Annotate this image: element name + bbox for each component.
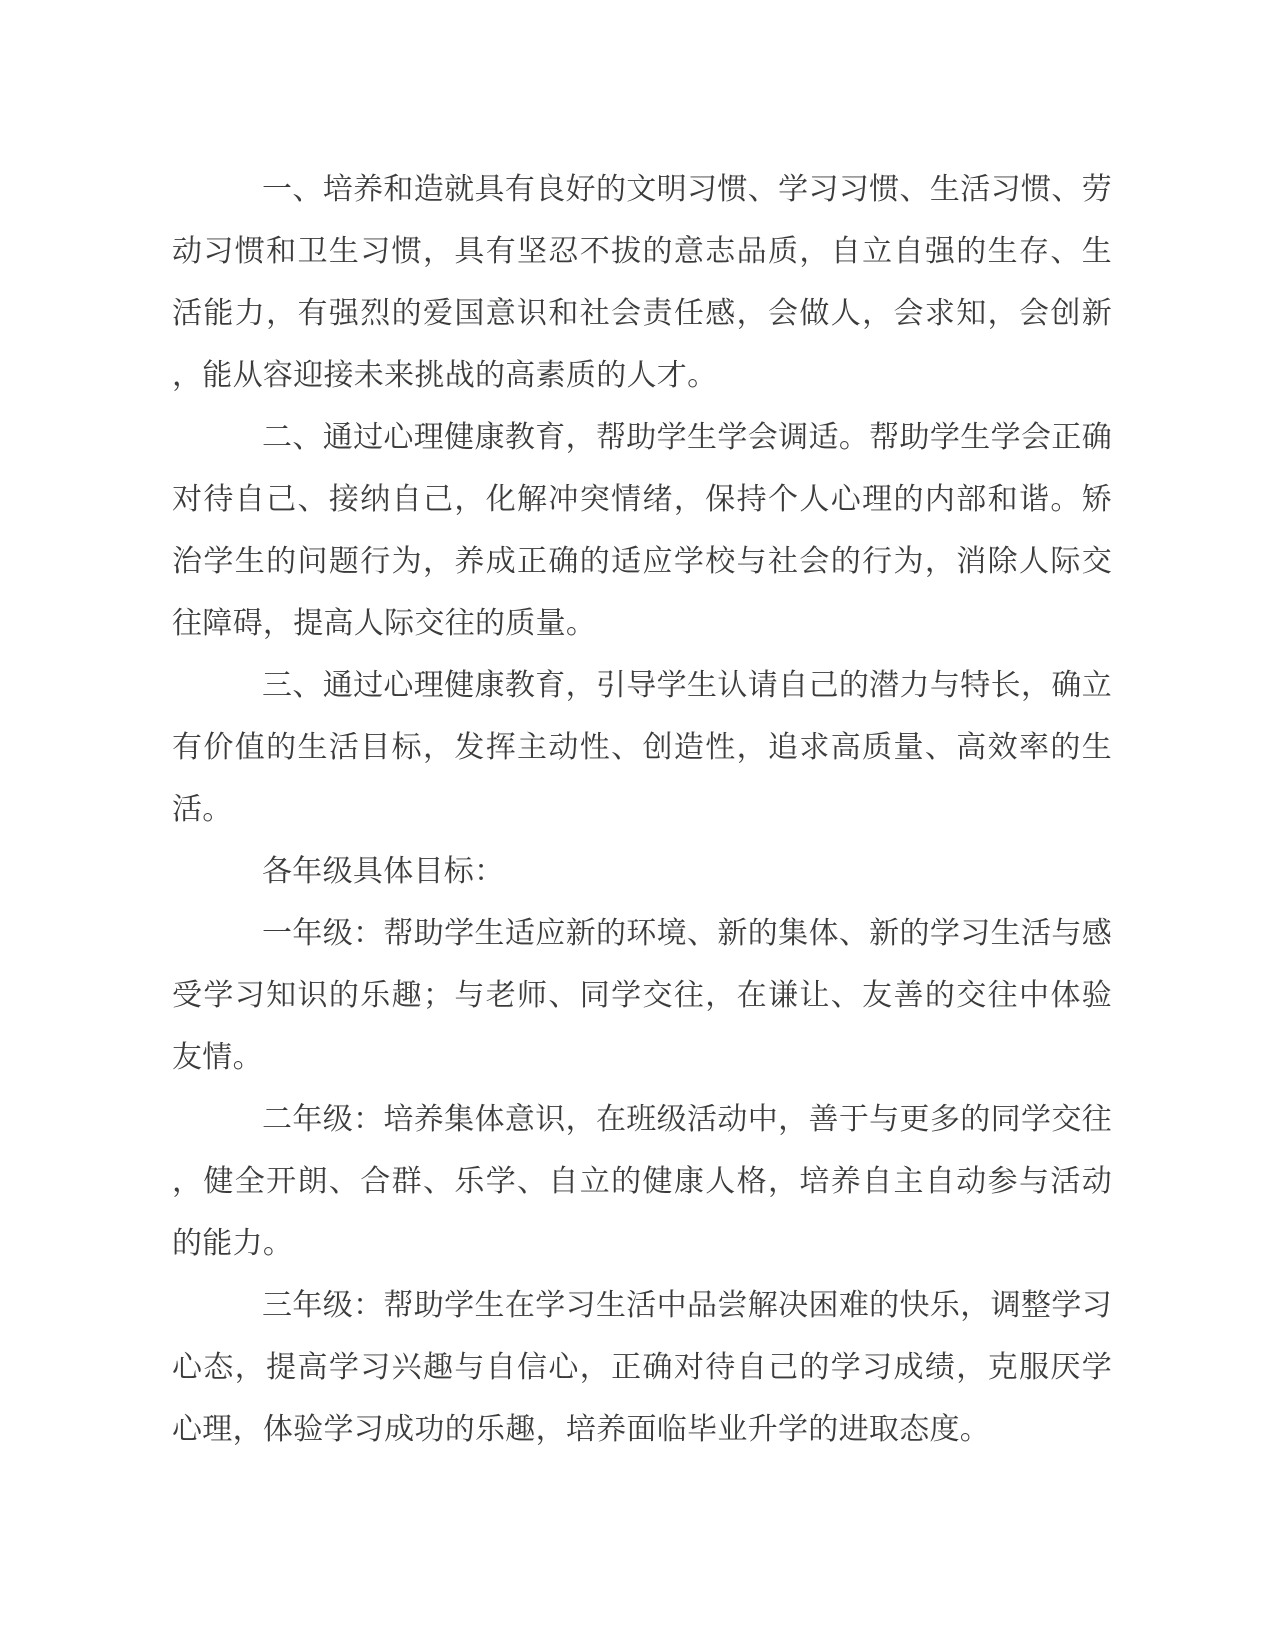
- text-line: 友情。: [172, 1041, 263, 1074]
- paragraph: [172, 903, 1112, 1089]
- text-line: 一年级：帮助学生适应新的环境、新的集体、新的学习生活与感: [262, 917, 1112, 950]
- text-line: 心理，体验学习成功的乐趣，培养面临毕业升学的进取态度。: [172, 1413, 991, 1446]
- text-line: 动习惯和卫生习惯，具有坚忍不拔的意志品质，自立自强的生存、生: [172, 235, 1112, 268]
- paragraph: [172, 407, 1112, 655]
- text-line: 一、培养和造就具有良好的文明习惯、学习习惯、生活习惯、劳: [262, 173, 1112, 206]
- text-line: 各年级具体目标：: [262, 855, 505, 888]
- text-line: 往障碍，提高人际交往的质量。: [172, 607, 597, 640]
- text-line: 受学习知识的乐趣；与老师、同学交往，在谦让、友善的交往中体验: [172, 979, 1112, 1012]
- paragraph: [172, 841, 1112, 903]
- text-line: ，能从容迎接未来挑战的高素质的人才。: [172, 359, 718, 392]
- text-line: 的能力。: [172, 1227, 294, 1260]
- paragraph: [172, 1275, 1112, 1461]
- text-line: 有价值的生活目标，发挥主动性、创造性，追求高质量、高效率的生: [172, 731, 1112, 764]
- document-body: [172, 159, 1112, 1461]
- paragraph: [172, 1089, 1112, 1275]
- paragraph: [172, 159, 1112, 407]
- text-line: 二年级：培养集体意识，在班级活动中，善于与更多的同学交往: [262, 1103, 1112, 1136]
- text-line: 二、通过心理健康教育，帮助学生学会调适。帮助学生学会正确: [262, 421, 1112, 454]
- text-line: 对待自己、接纳自己，化解冲突情绪，保持个人心理的内部和谐。矫: [172, 483, 1112, 516]
- text-line: ，健全开朗、合群、乐学、自立的健康人格，培养自主自动参与活动: [172, 1165, 1112, 1198]
- text-line: 活。: [172, 793, 233, 826]
- text-line: 三年级：帮助学生在学习生活中品尝解决困难的快乐，调整学习: [262, 1289, 1112, 1322]
- text-line: 三、通过心理健康教育，引导学生认请自己的潜力与特长，确立: [262, 669, 1112, 702]
- text-line: 治学生的问题行为，养成正确的适应学校与社会的行为，消除人际交: [172, 545, 1112, 578]
- text-line: 活能力，有强烈的爱国意识和社会责任感，会做人，会求知，会创新: [172, 297, 1112, 330]
- paragraph: [172, 655, 1112, 841]
- text-line: 心态，提高学习兴趣与自信心，正确对待自己的学习成绩，克服厌学: [172, 1351, 1112, 1384]
